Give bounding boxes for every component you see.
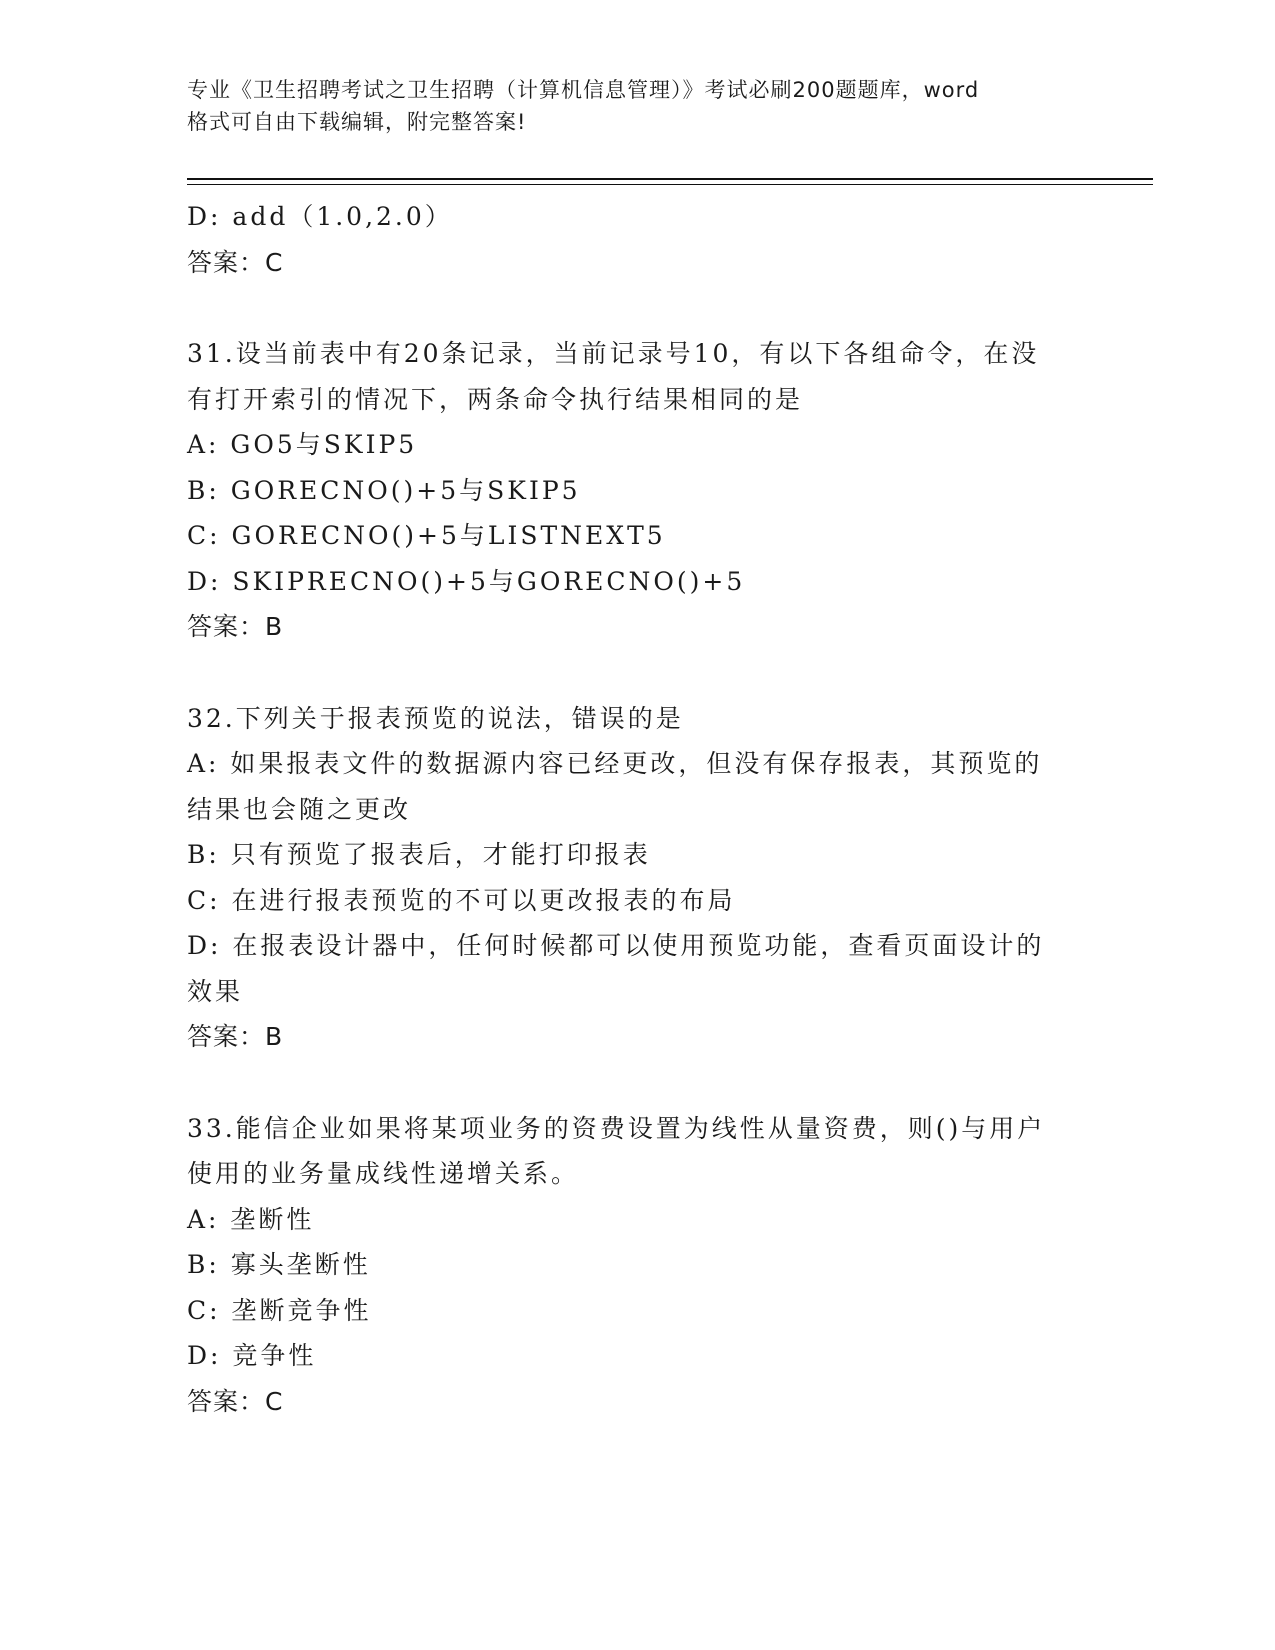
question-list xyxy=(187,194,1077,1424)
option-d: D: SKIPRECNO()+5与GORECNO()+5 xyxy=(187,566,746,596)
option-a: A: 垄断性 xyxy=(187,1204,315,1234)
option-b: B: 只有预览了报表后，才能打印报表 xyxy=(187,840,651,869)
question-stem: 使用的业务量成线性递增关系。 xyxy=(187,1159,580,1188)
option-b: B: 寡头垄断性 xyxy=(187,1250,371,1279)
option-d: D: add（1.0,2.0） xyxy=(187,202,453,231)
spacer xyxy=(187,1060,1077,1106)
option-b: B: GORECNO()+5与SKIP5 xyxy=(187,475,581,505)
spacer xyxy=(187,650,1077,696)
question-stem: 33.能信企业如果将某项业务的资费设置为线性从量资费，则()与用户 xyxy=(187,1113,1046,1143)
header-line-2: 格式可自由下载编辑，附完整答案! xyxy=(187,110,527,134)
answer: 答案：C xyxy=(187,1386,284,1416)
answer: 答案：C xyxy=(187,247,284,277)
option-a: A: 如果报表文件的数据源内容已经更改，但没有保存报表，其预览的 xyxy=(187,749,1043,778)
option-d: D: 在报表设计器中，任何时候都可以使用预览功能，查看页面设计的 xyxy=(187,931,1045,960)
header-rule-thick xyxy=(187,178,1153,180)
question-31 xyxy=(187,331,1077,650)
option-d: D: 竞争性 xyxy=(187,1341,317,1370)
option-c: C: 垄断竞争性 xyxy=(187,1295,372,1325)
option-a: A: GO5与SKIP5 xyxy=(187,430,418,459)
document-header xyxy=(187,74,1087,138)
question-33 xyxy=(187,1106,1077,1425)
question-stem: 32.下列关于报表预览的说法，错误的是 xyxy=(187,703,684,733)
answer: 答案：B xyxy=(187,1022,284,1051)
question-stem: 有打开索引的情况下，两条命令执行结果相同的是 xyxy=(187,384,804,414)
option-a-continued: 结果也会随之更改 xyxy=(187,794,412,824)
question-stem: 31.设当前表中有20条记录，当前记录号10，有以下各组命令，在没 xyxy=(187,339,1040,368)
answer: 答案：B xyxy=(187,612,284,641)
spacer xyxy=(187,285,1077,331)
header-line-1: 专业《卫生招聘考试之卫生招聘（计算机信息管理）》考试必刷200题题库，word xyxy=(187,78,980,102)
option-c: C: GORECNO()+5与LISTNEXT5 xyxy=(187,521,666,550)
question-32 xyxy=(187,696,1077,1060)
question-30-tail xyxy=(187,194,1077,285)
option-d-continued: 效果 xyxy=(187,976,244,1006)
header-rule-thin xyxy=(187,184,1153,185)
option-c: C: 在进行报表预览的不可以更改报表的布局 xyxy=(187,885,736,915)
